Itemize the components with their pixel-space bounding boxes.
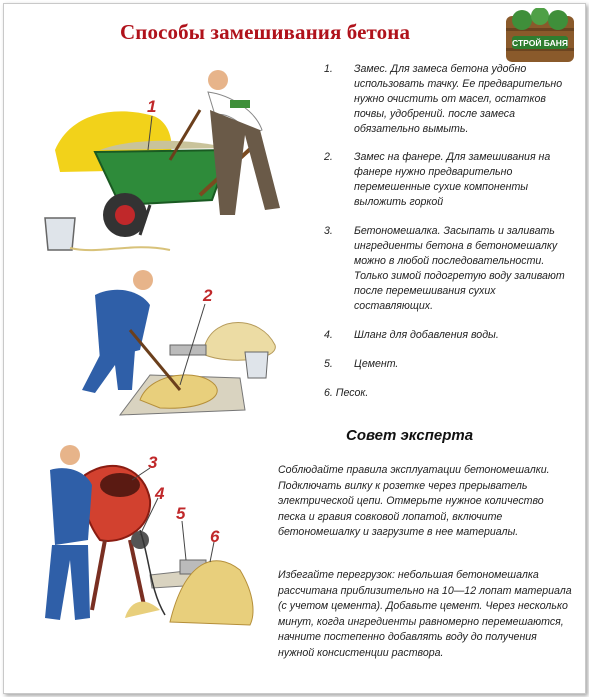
small-sand [125, 602, 160, 618]
list-item-num: 4. [324, 329, 333, 341]
water-pail [245, 352, 268, 378]
label-4: 4 [155, 484, 165, 503]
label-5: 5 [176, 504, 186, 523]
label-2: 2 [203, 286, 213, 305]
list-item-text: Бетономешалка. Засыпать и заливать ингредиенты бетона в бетономешалку можно в любой последовательности. Только зимой подогретую воду заливают после перемешивания сухих составляющих. [354, 225, 565, 312]
list-item-text: Цемент. [354, 358, 399, 370]
list-item-num: 5. [324, 358, 333, 370]
worker3-jacket [50, 468, 92, 545]
water-bucket [45, 218, 75, 250]
scene-plywood [82, 270, 275, 415]
mixer-wheel [131, 531, 149, 549]
label-3: 3 [148, 453, 158, 472]
logo [502, 8, 578, 70]
list-item [324, 150, 572, 210]
scene-wheelbarrow [45, 70, 280, 250]
list-item-text: Песок. [335, 387, 369, 399]
worker-trousers [210, 110, 280, 215]
worker2-jacket [95, 290, 150, 360]
mixer-leg-right [130, 540, 145, 610]
list-item-num: 1. [324, 63, 333, 75]
list-item [324, 62, 572, 137]
glove [230, 100, 250, 108]
worker-head [208, 70, 228, 90]
expert-heading: Совет эксперта [346, 427, 474, 444]
list-item [324, 357, 572, 372]
mixer-opening [100, 473, 140, 497]
cement-bag [170, 345, 206, 355]
list-item [324, 328, 572, 343]
list-item-text: Замес на фанере. Для замешивания на фанере нужно предварительно перемешенные сухие компоненты выложить горкой [354, 151, 551, 208]
expert-paragraph-1: Соблюдайте правила эксплуатации бетономешалки. Подключать вилку к розетке через прерыватель электрической цепи. Отмерьте нужное количество песка и гравия совковой лопатой, включите бетономешалку и загрузите в нее материалы. [278, 464, 550, 538]
label-6: 6 [210, 527, 220, 546]
page-title: Способы замешивания бетона [120, 20, 411, 44]
mixer-leg-left [92, 540, 105, 610]
hose [70, 247, 170, 250]
list-item-text: Замес. Для замеса бетона удобно использовать тачку. Ее предварительно нужно очистить от масел, остатков почвы, удобрений. после замеса обязательно вымыть. [354, 63, 563, 135]
label-1: 1 [147, 97, 157, 116]
worker2-head [133, 270, 153, 290]
list-item-num: 3. [324, 225, 333, 237]
list-item [324, 224, 572, 314]
list-item-text: Шланг для добавления воды. [354, 329, 499, 341]
worker3-head [60, 445, 80, 465]
worker2-trousers [82, 350, 135, 393]
expert-paragraph-2: Избегайте перегрузок: небольшая бетономешалка рассчитана приблизительно на 10—12 лопат материала (с учетом цемента). Добавьте цемент. Через несколько минут, когда ингредиенты равномерно перемешаются, начните постепенно добавлять воду до получения нужной консистенции раствора. [278, 569, 572, 659]
logo-text: СТРОЙ БАНЯ [512, 38, 568, 48]
list-item [324, 386, 572, 401]
callout-line-5 [182, 521, 186, 560]
worker3-trousers [45, 545, 90, 620]
list-item-num: 6. [324, 387, 333, 399]
list-item-num: 2. [324, 151, 333, 163]
